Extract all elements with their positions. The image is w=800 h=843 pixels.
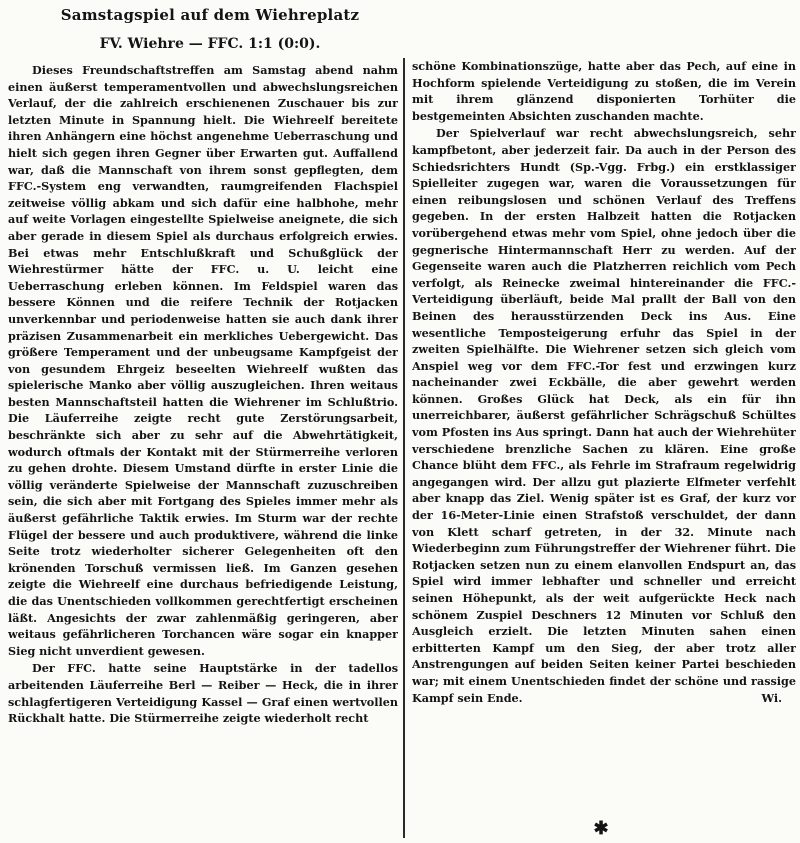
section-end-ornament: ✱ [593, 818, 609, 839]
article-headline: Samstagspiel auf dem Wiehreplatz [60, 6, 360, 24]
paragraph: Der FFC. hatte seine Hauptstärke in der tadellos arbeitenden Läuferreihe Berl — Reiber — Heck, die in ihrer schlagfertigeren Verteidigung Kassel — Graf einen wertvollen Rückhalt hatte. Die Stürmerreihe zeigte wiederholt recht [8, 661, 398, 726]
article-column-left [8, 62, 398, 838]
paragraph: Dieses Freundschaftstreffen am Samstag abend nahm einen äußerst temperamentvollen und abwechslungsreichen Verlauf, der die zahlreich erschienenen Zuschauer bis zur letzten Minute in Spannung hielt. Die Wiehreelf bereitete ihren Anhängern eine höchst angenehme Ueberraschung und hielt sich gegen ihren Gegner über Erwarten gut. Auffallend war, daß die Mannschaft von ihrem sonst gepflegten, dem FFC.-System eng verwandten, raumgreifenden Flachspiel zeitweise völlig abkam und sich dafür eine halbhohe, mehr auf weite Vorlagen eingestellte Spielweise aneignete, die sich aber gerade in diesem Spiel als durchaus erfolgreich erwies. Bei etwas mehr Entschlußkraft und Schußglück der Wiehrestürmer hätte der FFC. u. U. leicht eine Ueberraschung erleben können. Im Feldspiel waren das bessere Können und die reifere Technik der Rotjacken unverkennbar und periodenweise hatten sie auch dank ihrer präzisen Zusammenarbeit ein merkliches Uebergewicht. Das größere Temperament und der unbeugsame Kampfgeist der von gesundem Ehrgeiz beseelten Wiehreelf wußten das spielerische Manko aber völlig auszugleichen. Ihren weitaus besten Mannschaftsteil hatten die Wiehrener im Schlußtrio. Die Läuferreihe zeigte recht gute Zerstörungsarbeit, beschränkte sich aber zu sehr auf die Abwehrtätigkeit, wodurch oftmals der Kontakt mit der Stürmerreihe verloren zu gehen drohte. Diesem Umstand dürfte in erster Linie die völlig veränderte Spielweise der Mannschaft zuzuschreiben sein, die sich aber mit Fortgang des Spieles immer mehr als äußerst gefährliche Taktik erwies. Im Sturm war der rechte Flügel der bessere und auch produktivere, während die linke Seite trotz wiederholter sicherer Gelegenheiten oft den krönenden Torschuß vermissen ließ. Im Ganzen gesehen zeigte die Wiehreelf eine durchaus befriedigende Leistung, die das Unentschieden vollkommen gerechtfertigt erscheinen läßt. Angesichts der zwar zahlenmäßig geringeren, aber weitaus gefährlicheren Torchancen wäre sogar ein knapper Sieg nicht unverdient gewesen. [8, 63, 398, 658]
author-signature: Wi. [761, 690, 782, 705]
paragraph-text: Der Spielverlauf war recht abwechslungsreich, sehr kampfbetont, aber jederzeit fair. Da auch in der Person des Schiedsrichters Hundt (Sp.-Vgg. Frbg.) ein erstklassiger Spielleiter zugegen war, waren die Voraussetzungen für einen reibungslosen und schönen Verlauf des Treffens gegeben. In der ersten Halbzeit hatten die Rotjacken vorübergehend etwas mehr vom Spiel, ohne jedoch über die gegnerische Hintermannschaft Herr zu werden. Auf der Gegenseite waren auch die Platzherren reichlich vom Pech verfolgt, als Reinecke zweimal hintereinander die FFC.-Verteidigung überläuft, beide Mal prallt der Ball von den Beinen des herausstürzenden Deck ins Aus. Eine wesentliche Temposteigerung erfuhr das Spiel in der zweiten Spielhälfte. Die Wiehrener setzen sich gleich vom Anspiel weg vor dem FFC.-Tor fest und erzwingen kurz nacheinander zwei Eckbälle, die aber gewehrt werden können. Großes Glück hat Deck, als ein für ihn unerreichbarer, äußerst gefährlicher Schrägschuß Schültes vom Pfosten ins Aus springt. Dann hat auch der Wiehrehüter verschiedene brenzliche Sachen zu klären. Eine große Chance blüht dem FFC., als Fehrle im Strafraum regelwidrig angegangen wird. Der allzu gut plazierte Elfmeter verfehlt aber knapp das Ziel. Wenig später ist es Graf, der kurz vor der 16-Meter-Linie einen Strafstoß verschuldet, der dann von Klett scharf getreten, in der 32. Minute nach Wiederbeginn zum Führungstreffer der Wiehrener führt. Die Rotjacken setzen nun zu einem elanvollen Endspurt an, das Spiel wird immer lebhafter und schneller und erreicht seinen Höhepunkt, als der weit aufgerückte Heck nach schönem Zuspiel Deschners 12 Minuten vor Schluß den Ausgleich erzielt. Die letzten Minuten sahen einen erbitterten Kampf um den Sieg, der aber trotz aller Anstrengungen auf beiden Seiten keiner Partei beschieden war; mit einem Unentschieden findet der schöne und rassige Kampf sein Ende. [412, 126, 796, 705]
column-divider [403, 58, 405, 838]
article-column-right [412, 58, 796, 818]
paragraph [412, 125, 796, 706]
paragraph: schöne Kombinationszüge, hatte aber das Pech, auf eine in Hochform spielende Verteidigung zu stoßen, die im Verein mit ihrem glänzend disponierten Torhüter die bestgemeinten Absichten zuschanden machte. [412, 59, 796, 123]
match-result-subhead: FV. Wiehre — FFC. 1:1 (0:0). [99, 36, 321, 52]
